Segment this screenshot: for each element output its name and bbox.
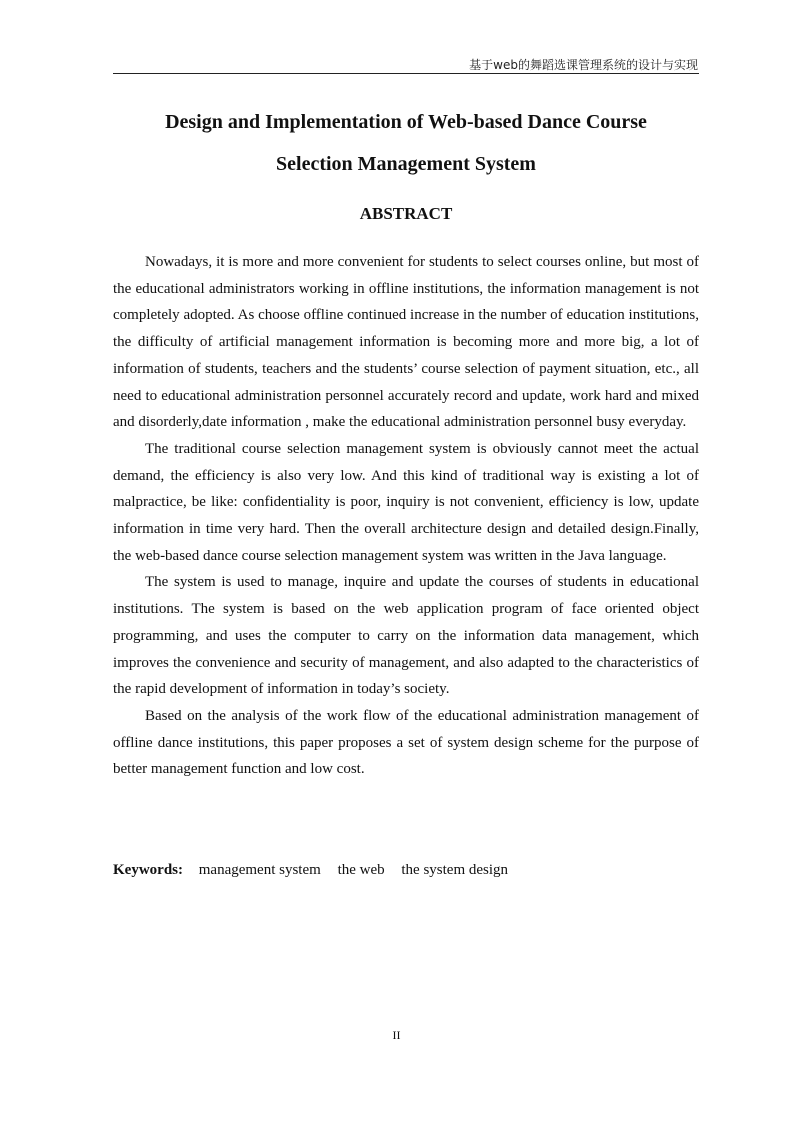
keywords-label: Keywords: bbox=[113, 862, 183, 878]
abstract-paragraph: Based on the analysis of the work flow of the educational administration management of offline dance institutions, this paper proposes a set of system design scheme for the purpose of better management function and low cost. bbox=[113, 707, 699, 778]
abstract-paragraph: Nowadays, it is more and more convenient for students to select courses online, but most of the educational administrators working in offline institutions, the information management is not completely adopted. As choose offline continued increase in the number of education institutions, the difficulty of artificial management information is becoming more and more big, a lot of information of students, teachers and the students’ course selection of payment situation, etc., all need to educational administration personnel accurately record and update, work hard and mixed and disorderly,date information , make the educational administration personnel busy everyday. bbox=[113, 254, 699, 431]
running-header: 基于web的舞蹈选课管理系统的设计与实现 bbox=[469, 58, 698, 72]
paper-title-line-2: Selection Management System bbox=[276, 153, 536, 175]
abstract-paragraph: The system is used to manage, inquire and update the courses of students in educational institutions. The system is based on the web application program of face oriented object programming, and uses the computer to carry on the information data management, which improves the convenience and security of management, and also adapted to the characteristics of the rapid development of information in today’s society. bbox=[113, 574, 699, 698]
keyword-item: the system design bbox=[401, 862, 509, 878]
header-divider bbox=[113, 73, 699, 74]
abstract-heading: ABSTRACT bbox=[359, 204, 453, 223]
abstract-paragraph: The traditional course selection management system is obviously cannot meet the actual demand, the efficiency is also very low. And this kind of traditional way is existing a lot of malpractice, be like: confidentiality is poor, inquiry is not convenient, efficiency is low, update information in time very hard. Then the overall architecture design and detailed design.Finally, the web-based dance course selection management system was written in the Java language. bbox=[113, 440, 699, 564]
keywords-line bbox=[113, 857, 699, 883]
keyword-item: management system bbox=[198, 862, 321, 878]
paper-title-line-1: Design and Implementation of Web-based Dance Course bbox=[165, 111, 647, 133]
abstract-body bbox=[113, 249, 699, 783]
keyword-item: the web bbox=[337, 862, 385, 878]
page-number: II bbox=[392, 1028, 401, 1042]
paper-title bbox=[113, 101, 699, 185]
